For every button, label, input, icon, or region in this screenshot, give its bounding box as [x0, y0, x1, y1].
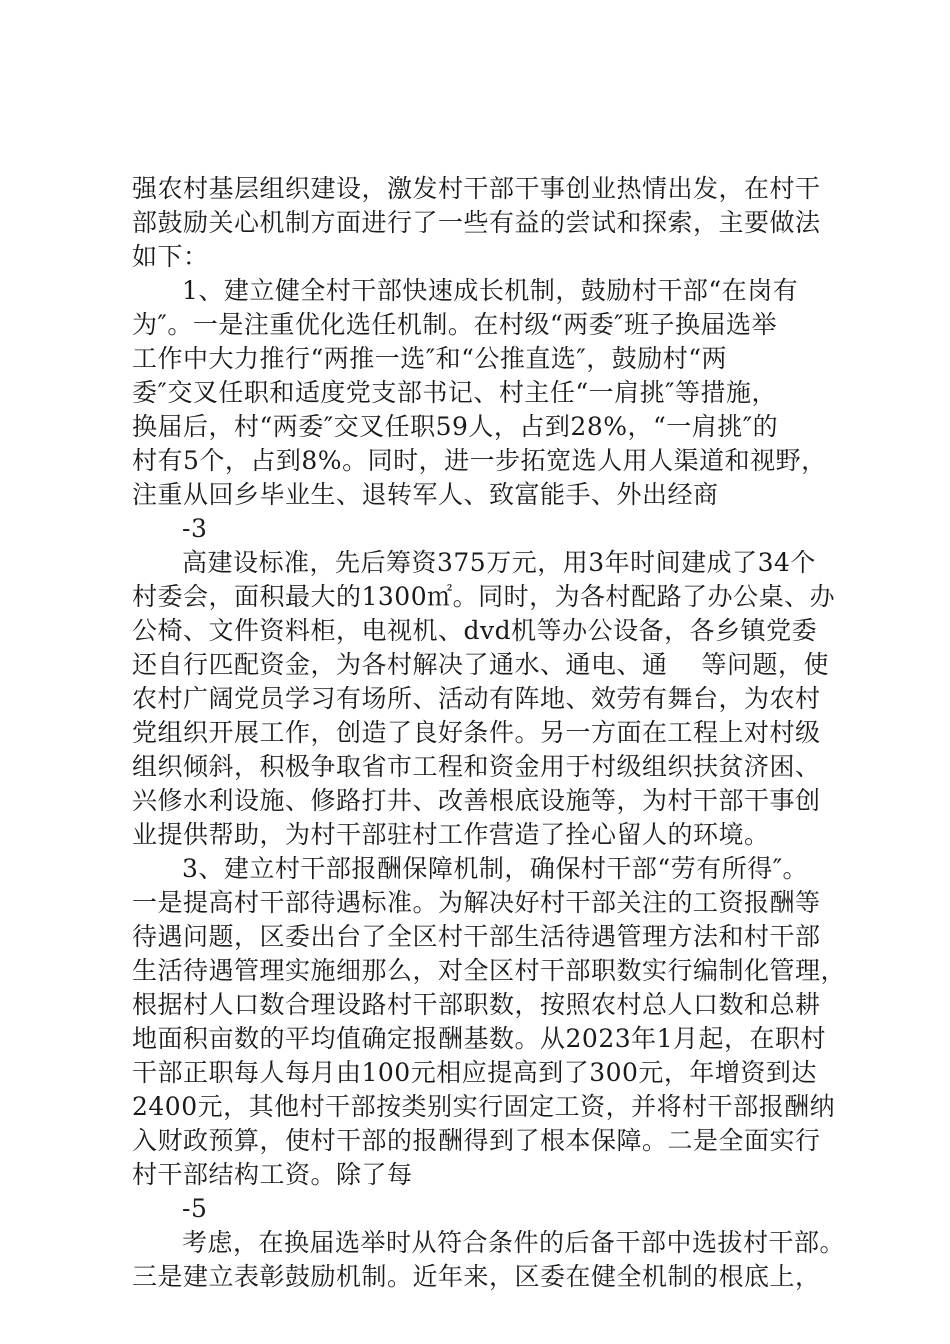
- text-line: 高建设标准，先后筹资375万元，用3年时间建成了34个: [182, 548, 816, 577]
- text-line: 农村广阔党员学习有场所、活动有阵地、效劳有舞台，为农村: [132, 684, 821, 713]
- text-line: 村有5个，占到8%。同时，进一步拓宽选人用人渠道和视野，: [132, 446, 827, 475]
- text-line: 组织倾斜，积极争取省市工程和资金用于村级组织扶贫济困、: [132, 752, 821, 781]
- text-line: 村干部结构工资。除了每: [132, 1160, 413, 1189]
- document-body: [132, 172, 847, 1294]
- text-line: 还自行匹配资金，为各村解决了通水、通电、通 等问题，使: [132, 650, 829, 679]
- text-line: 3、建立村干部报酬保障机制，确保村干部“劳有所得″。: [182, 854, 809, 883]
- text-line: 为″。一是注重优化选任机制。在村级“两委″班子换届选举: [132, 310, 777, 339]
- text-line: 兴修水利设施、修路打井、改善根底设施等，为村干部干事创: [132, 786, 821, 815]
- text-line: 业提供帮助，为村干部驻村工作营造了拴心留人的环境。: [132, 820, 770, 849]
- page-marker: -5: [182, 1194, 208, 1223]
- text-line: 地面积亩数的平均值确定报酬基数。从2023年1月起，在职村: [132, 1024, 827, 1053]
- text-line: 委″交叉任职和适度党支部书记、村主任“一肩挑″等措施，: [132, 378, 777, 407]
- text-line: 根据村人口数合理设路村干部职数，按照农村总人口数和总耕: [132, 990, 821, 1019]
- text-line: 公椅、文件资料柜，电视机、dvd机等办公设备，各乡镇党委: [132, 616, 818, 645]
- text-line: 村委会，面积最大的1300㎡。同时，为各村配路了办公桌、办: [132, 582, 836, 611]
- text-line: 工作中大力推行“两推一选″和“公推直选″，鼓励村“两: [132, 344, 728, 373]
- page-marker: -3: [182, 514, 208, 543]
- text-line: 注重从回乡毕业生、退转军人、致富能手、外出经商: [132, 480, 719, 509]
- text-line: 党组织开展工作，创造了良好条件。另一方面在工程上对村级: [132, 718, 821, 747]
- text-line: 干部正职每人每月由100元相应提高到了300元，年增资到达: [132, 1058, 817, 1087]
- text-line: 考虑，在换届选举时从符合条件的后备干部中选拔村干部。: [182, 1228, 846, 1257]
- text-line: 1、建立健全村干部快速成长机制，鼓励村干部“在岗有: [182, 276, 799, 305]
- text-line: 部鼓励关心机制方面进行了一些有益的尝试和探索，主要做法: [132, 208, 821, 237]
- text-line: 如下：: [132, 242, 209, 271]
- text-line: 强农村基层组织建设，激发村干部干事创业热情出发，在村干: [132, 174, 821, 203]
- text-line: 入财政预算，使村干部的报酬得到了根本保障。二是全面实行: [132, 1126, 821, 1155]
- text-line: 一是提高村干部待遇标准。为解决好村干部关注的工资报酬等: [132, 888, 821, 917]
- text-line: 生活待遇管理实施细那么，对全区村干部职数实行编制化管理，: [132, 956, 847, 985]
- text-line: 2400元，其他村干部按类别实行固定工资，并将村干部报酬纳: [132, 1092, 836, 1121]
- text-line: 待遇问题，区委出台了全区村干部生活待遇管理方法和村干部: [132, 922, 821, 951]
- text-line: 三是建立表彰鼓励机制。近年来，区委在健全机制的根底上，: [132, 1262, 821, 1291]
- text-line: 换届后，村“两委″交叉任职59人，占到28%，“一肩挑″的: [132, 412, 779, 441]
